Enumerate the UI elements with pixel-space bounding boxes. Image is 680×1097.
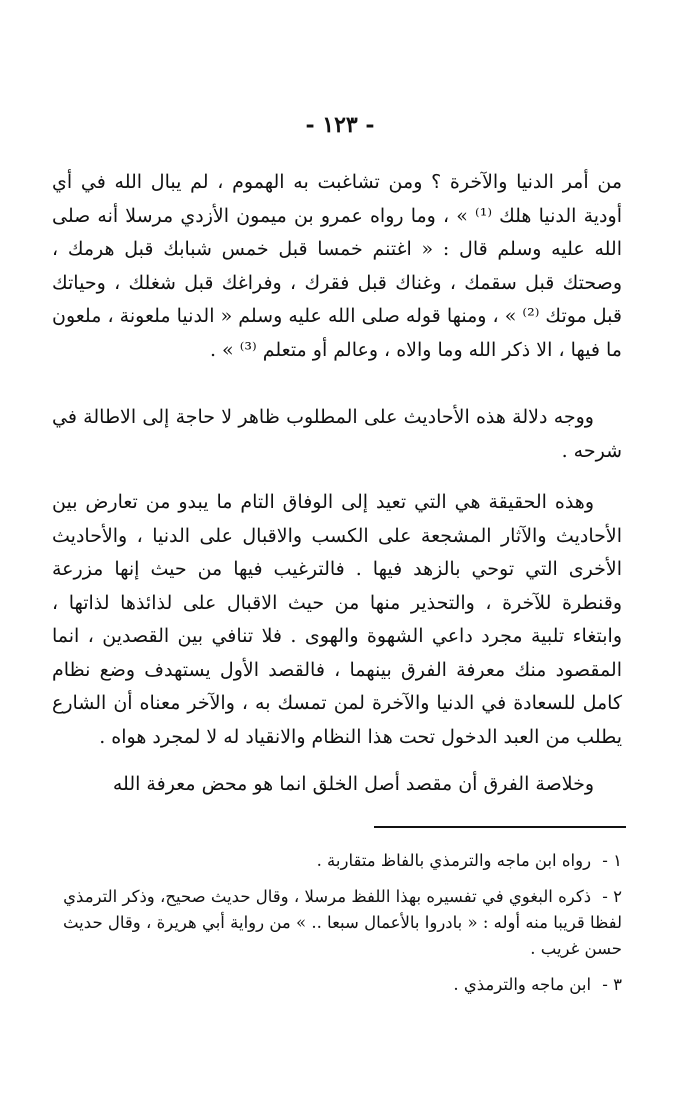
page-number: - ١٢٣ - — [305, 112, 375, 138]
footnote-number: ٣ - — [602, 975, 622, 994]
footnote-2 — [52, 884, 622, 962]
footnote-number: ١ - — [602, 851, 622, 870]
footnote-3 — [52, 972, 622, 998]
paragraph-summary: وخلاصة الفرق أن مقصد أصل الخلق انما هو محض معرفة الله — [112, 773, 594, 795]
footnote-text: ابن ماجه والترمذي . — [453, 975, 592, 994]
footnote-text: ذكره البغوي في تفسيره بهذا اللفظ مرسلا ، وقال حديث صحيح، وذكر الترمذي لفظا قريبا منه أوله : « بادروا بالأعمال سبعا .. » من رواية أبي هريرة ، وقال حديث حسن غريب . — [62, 887, 622, 958]
footnote-divider — [374, 826, 626, 828]
paragraph-evidence: ووجه دلالة هذه الأحاديث على المطلوب ظاهر لا حاجة إلى الاطالة في شرحه . — [52, 406, 622, 462]
footnotes — [52, 848, 622, 1008]
paragraph-hadith-quotes: من أمر الدنيا والآخرة ؟ ومن تشاغبت به الهموم ، لم يبال الله في أي أودية الدنيا هلك ⁽¹⁾ » ، وما رواه عمرو بن ميمون الأزدي مرسلا أنه صلى الله عليه وسلم قال : « اغتنم خمسا قبل خمس شبابك قبل هرمك ، وصحتك قبل سقمك ، وغناك قبل فقرك ، وفراغك قبل شغلك ، وحياتك قبل موتك ⁽²⁾ » ، ومنها قوله صلى الله عليه وسلم « الدنيا ملعونة ، ملعون ما فيها ، الا ذكر الله وما والاه ، وعالم أو متعلم ⁽³⁾ » . — [52, 171, 622, 361]
footnote-text: رواه ابن ماجه والترمذي بالفاظ متقاربة . — [316, 851, 592, 870]
paragraph-reconciliation: وهذه الحقيقة هي التي تعيد إلى الوفاق التام ما يبدو من تعارض بين الأحاديث والآثار المشجعة على الكسب والاقبال على الدنيا ، والأحاديث الأخرى التي توحي بالزهد فيها . فالترغيب فيها من حيث إنها مزرعة وقنطرة للآخرة ، والتحذير منها من حيث الاقبال على لذائذها لذاتها ، وابتغاء تلبية مجرد داعي الشهوة والهوى . فلا تنافي بين القصدين ، انما المقصود منك معرفة الفرق بينهما ، فالقصد الأول يستهدف وضع نظام كامل للسعادة في الدنيا والآخرة لمن تمسك به ، والآخر معناه أن الشارع يطلب من العبد الدخول تحت هذا النظام والانقياد له لا لمجرد هواه . — [52, 491, 622, 748]
footnote-number: ٢ - — [602, 887, 622, 906]
footnote-1 — [52, 848, 622, 874]
